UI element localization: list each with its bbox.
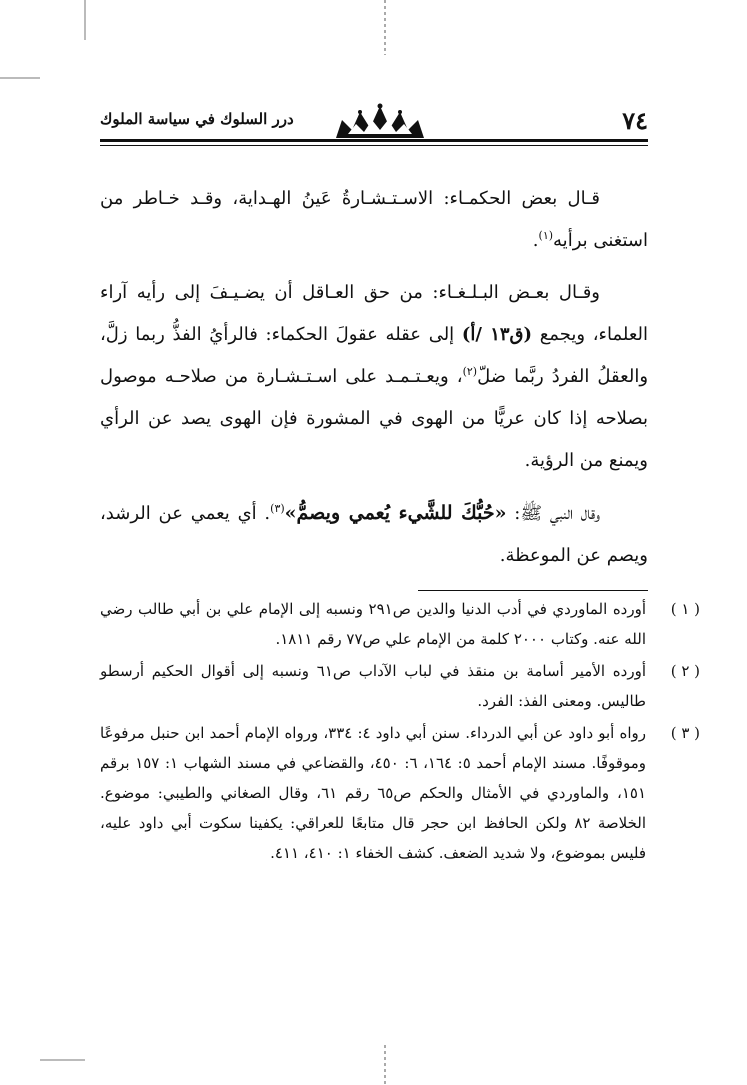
footnote (100, 718, 700, 868)
paragraph-text: قـال بعض الحكمـاء: الاسـتـشـارةُ عَينُ الهـداية، وقـد خـاطر من استغنى برأيه (100, 188, 648, 251)
footnotes (100, 592, 700, 868)
footnote-ref-1: (١) (538, 229, 554, 242)
paragraph-text: إلى عقله عقولَ الحكماء: فالرأيُ الفذُّ ربما زلَّ، والعقلُ الفردُ ربَّما ضلّ (100, 324, 649, 387)
footnote-number: ( ٣ ) (670, 724, 700, 742)
footnote (100, 656, 700, 716)
paragraph-end: . (532, 230, 539, 251)
paragraph-text: وقال النبي ﷺ: (514, 503, 600, 524)
footnote-ref-2: (٢) (462, 365, 478, 378)
header-rule (100, 139, 648, 142)
paragraph-text: ، ويعـتـمـد على اسـتـشـارة من صلاحـه موصول بصلاحه إذا كان عريًّا من الهوى في المشورة فإن الهوى يصد عن الرأي ويمنع من الرؤية. (100, 366, 648, 471)
folio-marker: (ق١٣ /أ) (461, 324, 533, 345)
paragraph-1 (100, 178, 648, 262)
footnote-number: ( ٢ ) (670, 662, 700, 680)
hadith-quote: «حُبُّكَ للشَّيء يُعمي ويصمُّ» (284, 502, 507, 524)
footnote-number: ( ١ ) (670, 600, 700, 618)
paragraph-text: وقـال بعـض البـلـغـاء: من حق العـاقل أن يضـيـفَ إلى رأيه آراء العلماء، ويجمع (100, 282, 648, 345)
footnote-ref-3: (٣) (270, 502, 285, 515)
paragraph-text: . أي يعمي عن الرشد، ويصم عن الموعظة. (100, 503, 648, 566)
footnote-text: أورده الماوردي في أدب الدنيا والدين ص٢٩١ ونسبه إلى الإمام علي بن أبي طالب رضي الله عنه. وكتاب ٢٠٠٠ كلمة من الإمام علي ص٧٧ رقم ١٨١١. (100, 600, 647, 648)
footnote (100, 594, 700, 654)
header-rule-thin (100, 145, 648, 146)
page-header (100, 102, 648, 152)
main-text (100, 178, 648, 577)
paragraph-3 (100, 492, 648, 577)
footnote-text: أورده الأمير أسامة بن منقذ في لباب الآداب ص٦١ ونسبه إلى أقوال الحكيم أرسطو طاليس. ومعنى الفذ: الفرد. (100, 662, 646, 710)
running-title: درر السلوك في سياسة الملوك (100, 110, 294, 128)
crown-ornament-icon (330, 102, 430, 144)
page-number: ٧٤ (622, 106, 648, 135)
footnote-text: رواه أبو داود عن أبي الدرداء. سنن أبي داود ٤: ٣٣٤، ورواه الإمام أحمد ابن حنبل مرفوعًا وموقوفًا. مسند الإمام أحمد ٥: ١٦٤، ٦: ٤٥٠، والقضاعي في مسند الشهاب ١: ١٥٧ برقم ١٥١، والماوردي في الأمثال والحكم ص٦٥ رقم ٦١، وقال الصغاني والطيبي: موضوع. الخلاصة ٨٢ ولكن الحافظ ابن حجر قال متابعًا للعراقي: يكفينا سكوت أبي داود عليه، فليس بموضوع، ولا شديد الضعف. كشف الخفاء ١: ٤١٠، ٤١١. (100, 724, 647, 862)
paragraph-2 (100, 272, 648, 482)
footnote-separator (418, 590, 648, 591)
